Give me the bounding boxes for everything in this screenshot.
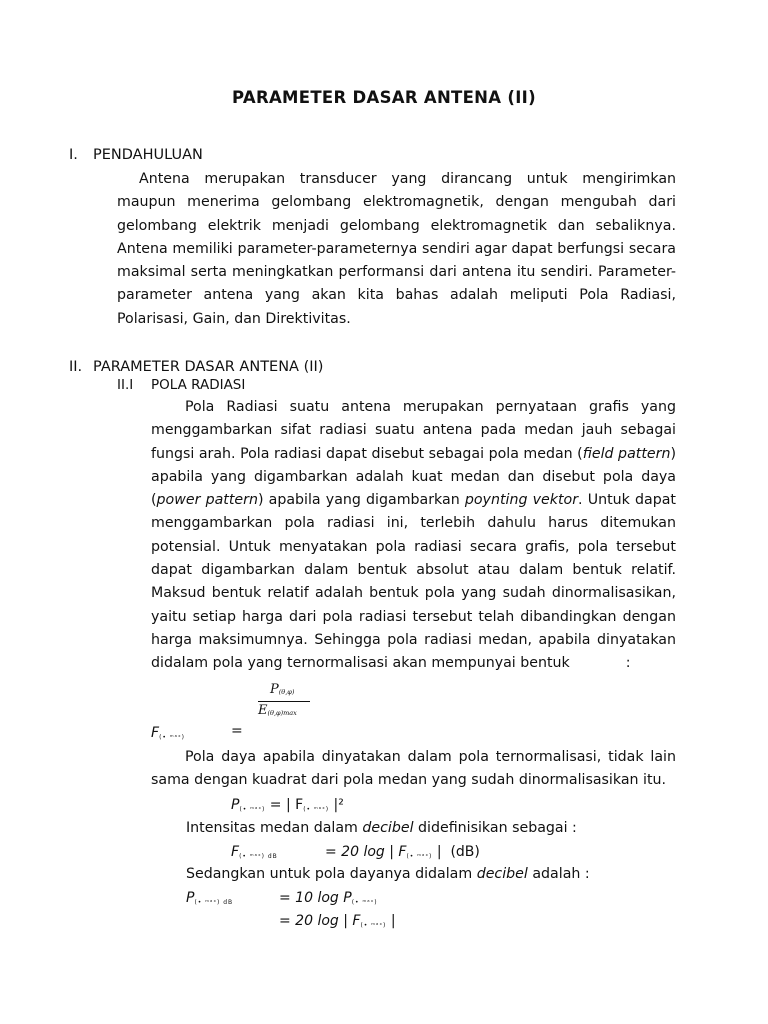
pola-text-1: Pola Radiasi suatu antena merupakan pernyataan grafis yang menggambarkan sifat radiasi suatu antena pada medan jauh sebagai fungsi arah. Pola radiasi dapat disebut sebagai pola medan ( xyxy=(151,399,676,462)
numerator-sub: (θ,φ) xyxy=(278,688,295,696)
eq2-unit: (dB) xyxy=(450,844,480,860)
intensitas-decibel: decibel xyxy=(362,820,414,836)
equation-power-db-alt xyxy=(279,910,396,937)
pola-daya-text: Pola daya apabila dinyatakan dalam pola ternormalisasi, tidak lain sama dengan kuadrat dari pola medan yang sudah dinormalisasikan itu. xyxy=(151,749,676,789)
section-number-2: II. xyxy=(69,359,83,375)
sedangkan-line xyxy=(186,863,590,886)
eq2-rhs-sub: (• ᵐᵃˣ) xyxy=(406,853,433,860)
formula-lhs-sub: (• ᵐᵃˣ) xyxy=(159,734,185,741)
sedangkan-decibel: decibel xyxy=(476,866,528,882)
section-heading-parameter: PARAMETER DASAR ANTENA (II) xyxy=(93,359,324,375)
fraction-bar xyxy=(258,701,310,702)
eq2-lhs: F xyxy=(231,844,240,860)
intro-paragraph xyxy=(117,168,676,331)
pola-text-2: ) apabila yang digambarkan adalah kuat medan dan disebut pola daya ( xyxy=(151,445,676,509)
section-number-1: I. xyxy=(69,147,78,163)
numerator-letter: P xyxy=(270,682,279,697)
pola-radiasi-paragraph xyxy=(151,396,676,676)
intro-text: Antena merupakan transducer yang dirancang untuk mengirimkan maupun menerima gelombang elektromagnetik, dengan mengubah dari gelombang elektrik menjadi gelombang elektromagnetik dan sebaliknya. Antena memiliki parameter-parameternya sendiri agar dapat berfungsi secara maksimal serta meningkatkan performansi dari antena itu sendiri. Parameter-parameter antena yang akan kita bahas adalah meliputi Pola Radiasi, Polarisasi, Gain, dan Direktivitas. xyxy=(117,171,676,327)
eq4-rhs: = 20 log | F xyxy=(279,913,361,929)
eq4-tail: | xyxy=(390,913,396,929)
intensitas-text-2: didefinisikan sebagai : xyxy=(413,820,577,836)
eq1-rhs: = | F xyxy=(269,797,304,813)
pola-text-3: ) apabila yang digambarkan xyxy=(257,492,465,509)
eq3-rhs: = 10 log P xyxy=(279,890,352,906)
pola-text-4: . Untuk dapat menggambarkan pola radiasi ini, terlebih dahulu harus ditemukan potensial. Untuk menyatakan pola radiasi secara grafis, pola tersebut dapat digambarkan dalam bentuk absolut atau dalam bentuk relatif. Maksud bentuk relatif adalah bentuk pola yang sudah dinormalisasikan, yaitu setiap harga dari pola radiasi tersebut telah dibandingkan dengan harga maksimumnya. Sehingga pola radiasi medan, apabila dinyatakan didalam pola yang ternormalisasi akan mempunyai bentuk xyxy=(151,492,676,672)
formula-lhs-letter: F xyxy=(151,725,160,741)
subsection-heading: POLA RADIASI xyxy=(151,377,246,393)
sedangkan-text-1: Sedangkan untuk pola dayanya didalam xyxy=(186,866,477,882)
power-pattern-term: power pattern xyxy=(156,492,258,509)
equation-power-db-lhs xyxy=(186,887,233,914)
eq1-tail: |² xyxy=(333,797,344,813)
denominator-letter: E xyxy=(258,703,268,718)
denominator-sub: (θ,φ)max xyxy=(267,709,297,717)
subsection-number: II.I xyxy=(117,377,134,393)
fraction-numerator xyxy=(258,682,310,700)
eq3-lhs: P xyxy=(186,890,195,906)
eq3-lhs-sub: (• ᵐᵃˣ) dB xyxy=(194,899,234,906)
eq4-rhs-sub: (• ᵐᵃˣ) xyxy=(360,922,387,929)
poynting-term: poynting vektor xyxy=(464,492,579,509)
document-title: PARAMETER DASAR ANTENA (II) xyxy=(232,88,536,107)
fraction-denominator xyxy=(258,703,310,721)
field-pattern-term: field pattern xyxy=(582,445,671,462)
pola-daya-paragraph xyxy=(151,746,676,793)
eq2-lhs-sub: (• ᵐᵃˣ) dB xyxy=(239,853,278,860)
section-heading-pendahuluan: PENDAHULUAN xyxy=(93,147,203,163)
eq1-lhs: P xyxy=(231,797,240,813)
eq3-rhs-sub: (• ᵐᵃˣ) xyxy=(351,899,378,906)
eq1-rhs-sub: (• ᵐᵃˣ) xyxy=(303,806,330,813)
eq2-tail: | xyxy=(436,844,442,860)
intensitas-line xyxy=(186,817,577,840)
sedangkan-text-2: adalah : xyxy=(527,866,590,882)
eq1-lhs-sub: (• ᵐᵃˣ) xyxy=(239,806,266,813)
pola-colon: : xyxy=(625,655,631,672)
intensitas-text-1: Intensitas medan dalam xyxy=(186,820,363,836)
normalized-fraction xyxy=(258,682,310,721)
formula-equals: = xyxy=(231,723,243,739)
eq2-rhs: = 20 log | F xyxy=(325,844,407,860)
